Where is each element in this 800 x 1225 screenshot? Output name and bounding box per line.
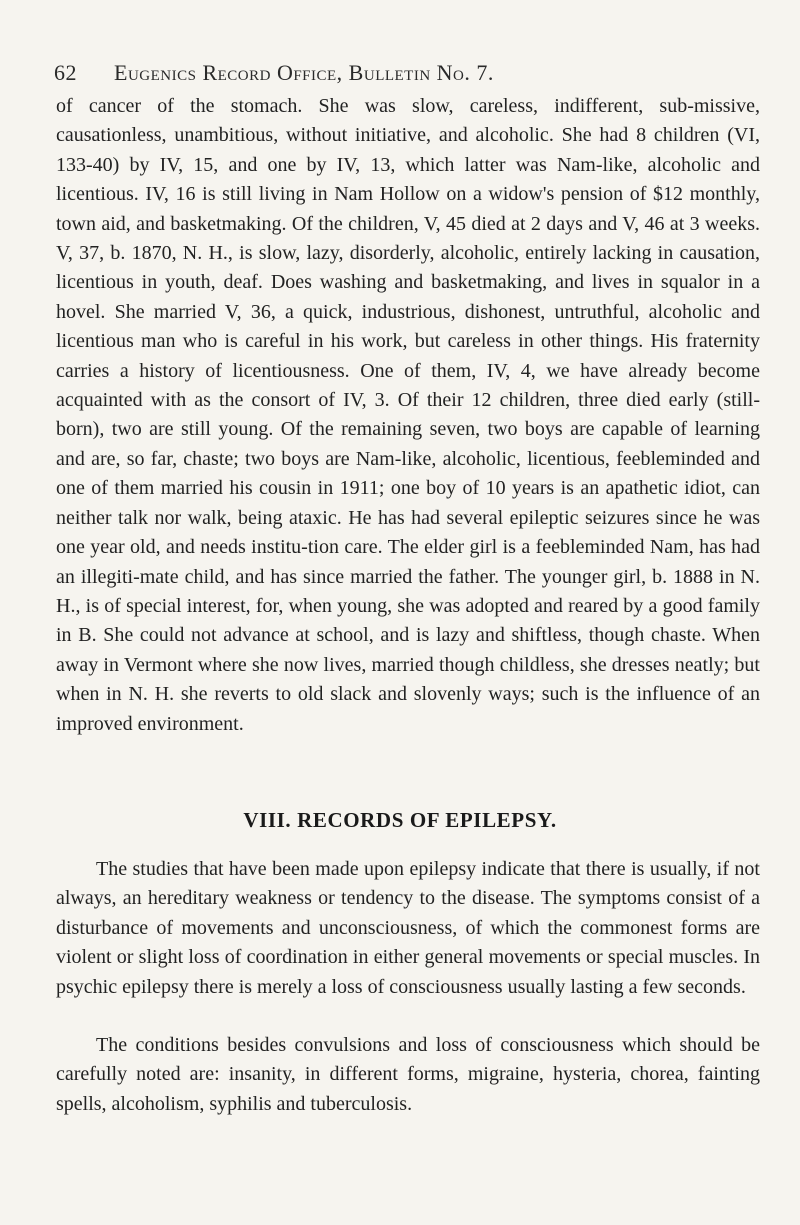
page-number: 62 <box>54 60 77 85</box>
paragraph-case-history: of cancer of the stomach. She was slow, careless, indifferent, sub-missive, causationless, unambitious, without initiative, and alcoholic. She had 8 children (VI, 133-40) by IV, 15, and one by IV, 13, which latter was Nam-like, alcoholic and licentious. IV, 16 is still living in Nam Hollow on a widow's pension of $12 monthly, town aid, and basketmaking. Of the children, V, 45 died at 2 days and V, 46 at 3 weeks. V, 37, b. 1870, N. H., is slow, lazy, disorderly, alcoholic, entirely lacking in causation, licentious in youth, deaf. Does washing and basketmaking, and lives in squalor in a hovel. She married V, 36, a quick, industrious, dishonest, untruthful, alcoholic and licentious man who is careful in his work, but careless in other things. His fraternity carries a history of licentiousness. One of them, IV, 4, we have already become acquainted with as the consort of IV, 3. Of their 12 children, three died early (still-born), two are still young. Of the remaining seven, two boys are capable of learning and are, so far, chaste; two boys are Nam-like, alcoholic, licentious, feebleminded and one of them married his cousin in 1911; one boy of 10 years is an apathetic idiot, can neither talk nor walk, being ataxic. He has had several epileptic seizures since he was one year old, and needs institu-tion care. The elder girl is a feebleminded Nam, has had an illegiti-mate child, and has since married the father. The younger girl, b. 1888 in N. H., is of special interest, for, when young, she was adopted and reared by a good family in B. She could not advance at school, and is lazy and shiftless, though chaste. When away in Vermont where she now lives, married though childless, she dresses neatly; but when in N. H. she reverts to old slack and slovenly ways; such is the influence of an improved environment. <box>56 95 760 735</box>
paragraph-epilepsy-intro: The studies that have been made upon epilepsy indicate that there is usually, if not always, an hereditary weakness or tendency to the disease. The symptoms consist of a disturbance of movements and unconsciousness, of which the commonest forms are violent or slight loss of coordination in either general movements or special muscles. In psychic epilepsy there is merely a loss of consciousness usually lasting a few seconds. <box>56 858 760 998</box>
running-header <box>54 60 754 86</box>
section-title: VIII. RECORDS OF EPILEPSY. <box>243 808 557 832</box>
paragraph-epilepsy-conditions: The conditions besides convulsions and loss of consciousness which should be carefully noted are: insanity, in different forms, migraine, hysteria, chorea, fainting spells, alcoholism, syphilis and tuberculosis. <box>56 1034 760 1115</box>
running-title: Eugenics Record Office, Bulletin No. 7. <box>114 60 494 85</box>
